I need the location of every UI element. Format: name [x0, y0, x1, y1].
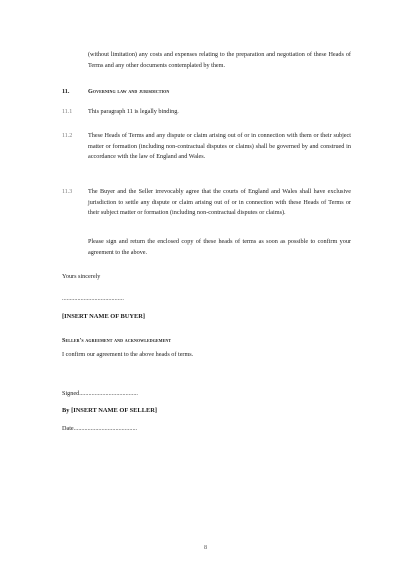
- closing-text: Yours sincerely: [62, 273, 101, 280]
- ack-text: I confirm our agreement to the above heads of terms.: [62, 351, 194, 358]
- clause-number-11-3: 11.3: [62, 189, 73, 195]
- section-heading: Governing law and jurisdiction: [88, 88, 170, 95]
- clause-text-11-3: The Buyer and the Seller irrevocably agree that the courts of England and Wales shall have exclusive jurisdiction to settle any dispute or claim arising out of or in connection with these Heads of Terms or their subject matter or formation (including non-contractual disputes or claims).: [88, 188, 351, 217]
- clause-text-11-2: These Heads of Terms and any dispute or claim arising out of or in connection with them or their subject matter or formation (including non-contractual disputes or claims) shall be governed by and construed in accordance with the law of England and Wales.: [88, 132, 351, 161]
- by-seller-line: [62, 406, 157, 417]
- request-paragraph: Please sign and return the enclosed copy of these heads of terms as soon as possible to confirm your agreement to the above.: [88, 238, 351, 256]
- clause-text-11-1: This paragraph 11 is legally binding.: [88, 108, 179, 115]
- clause-number-11-2: 11.2: [62, 133, 73, 139]
- section-number: 11.: [62, 88, 70, 95]
- clause-number-11-1: 11.1: [62, 109, 73, 115]
- seller-name-placeholder: [INSERT NAME OF SELLER]: [71, 407, 157, 414]
- page-number: 8: [204, 544, 208, 551]
- continuation-paragraph: (without limitation) any costs and expenses relating to the preparation and negotiation of these Heads of Terms and any other documents contemplated by them.: [88, 51, 351, 69]
- signed-line: Signed......................................: [62, 390, 138, 397]
- buyer-signature-line: ........................................: [62, 295, 124, 302]
- by-label: By: [62, 407, 70, 414]
- date-line: Date.........................................: [62, 425, 138, 432]
- buyer-name-placeholder: [INSERT NAME OF BUYER]: [62, 313, 146, 320]
- ack-heading: Seller's agreement and acknowledgement: [62, 337, 172, 344]
